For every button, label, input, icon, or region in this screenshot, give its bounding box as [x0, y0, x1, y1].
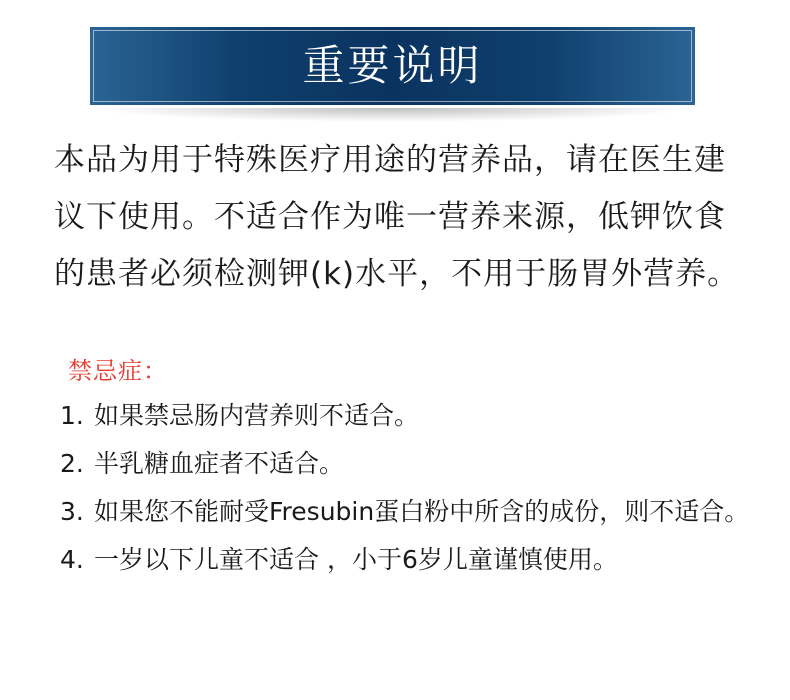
banner-shadow: [90, 108, 695, 122]
item-number: 3.: [60, 497, 84, 526]
item-number: 4.: [60, 545, 84, 574]
banner-background: [90, 27, 695, 105]
item-text: 一岁以下儿童不适合 ，小于6岁儿童谨慎使用。: [94, 545, 618, 574]
item-text: 半乳糖血症者不适合。: [94, 449, 345, 478]
contraindications-list: [60, 400, 760, 592]
contraindication-item: [60, 448, 760, 480]
item-number: 1.: [60, 401, 84, 430]
item-text: 如果禁忌肠内营养则不适合。: [94, 401, 420, 430]
banner-title: 重要说明: [302, 41, 483, 90]
contraindication-item: [60, 400, 760, 432]
item-number: 2.: [60, 449, 84, 478]
contraindication-item: [60, 496, 760, 528]
contraindications-heading: 禁忌症：: [68, 357, 168, 385]
contraindication-item: [60, 544, 760, 576]
item-text: 如果您不能耐受Fresubin蛋白粉中所含的成份，则不适合。: [94, 497, 750, 526]
title-banner: [90, 27, 695, 105]
intro-paragraph: 本品为用于特殊医疗用途的营养品，请在医生建议下使用。不适合作为唯一营养来源，低钾饮食的患者必须检测钾(k)水平，不用于肠胃外营养。: [54, 142, 740, 292]
